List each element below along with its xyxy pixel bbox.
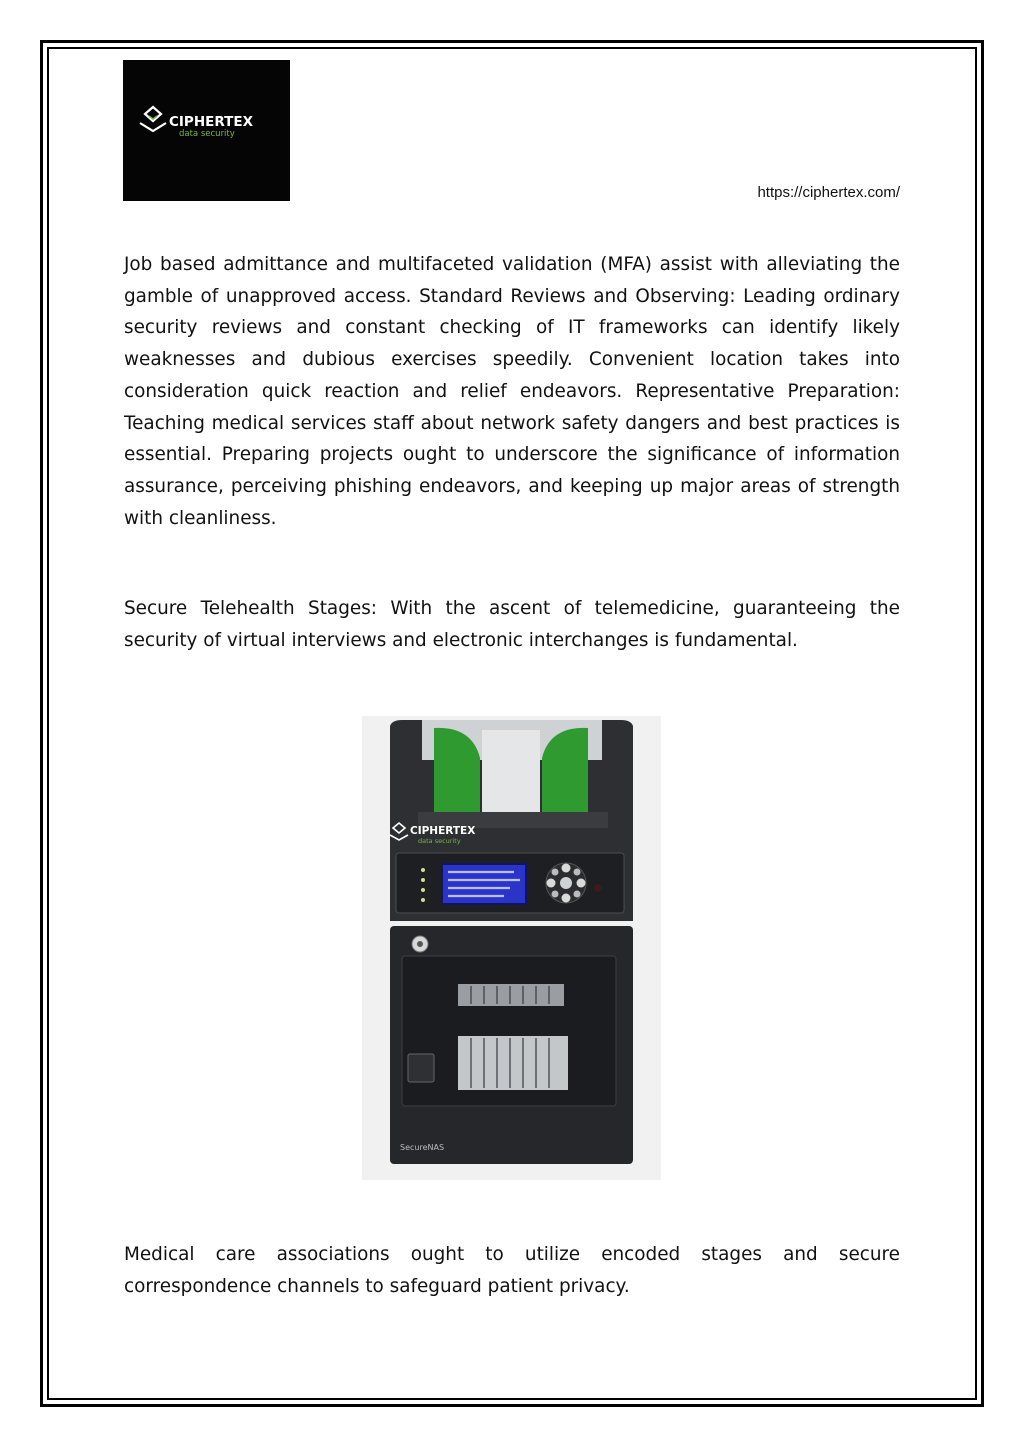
ciphertex-diamond-icon xyxy=(140,107,166,131)
product-brand-text: CIPHERTEX xyxy=(410,825,476,837)
ciphertex-logo xyxy=(123,60,290,201)
body-paragraph-3: Medical care associations ought to utilize encoded stages and secure correspondence channels to safeguard patient privacy. xyxy=(124,1244,900,1297)
secure-nas-product-image xyxy=(362,716,661,1180)
body-paragraph-2: Secure Telehealth Stages: With the ascent of telemedicine, guaranteeing the security of virtual interviews and electronic interchanges is fundamental. xyxy=(124,598,900,651)
site-url-link[interactable]: https://ciphertex.com/ xyxy=(757,184,900,201)
product-lcd-screen xyxy=(442,864,526,904)
body-paragraph-1: Job based admittance and multifaceted validation (MFA) assist with alleviating the gamble of unapproved access. Standard Reviews and Observing: Leading ordinary security reviews and constant checking of IT frameworks can identify likely weaknesses and dubious exercises speedily. Convenient location takes into consideration quick reaction and relief endeavors. Representative Preparation: Teaching medical services staff about network safety dangers and best practices is essential. Preparing projects ought to underscore the significance of information assurance, perceiving phishing endeavors, and keeping up major areas of strength with cleanliness. xyxy=(124,254,900,529)
logo-tagline-text: data security xyxy=(179,129,235,139)
product-model-text: SecureNAS xyxy=(400,1143,445,1152)
logo-brand-text: CIPHERTEX xyxy=(169,114,253,130)
product-tagline-text: data security xyxy=(418,837,461,845)
product-dpad-icon xyxy=(546,863,586,903)
